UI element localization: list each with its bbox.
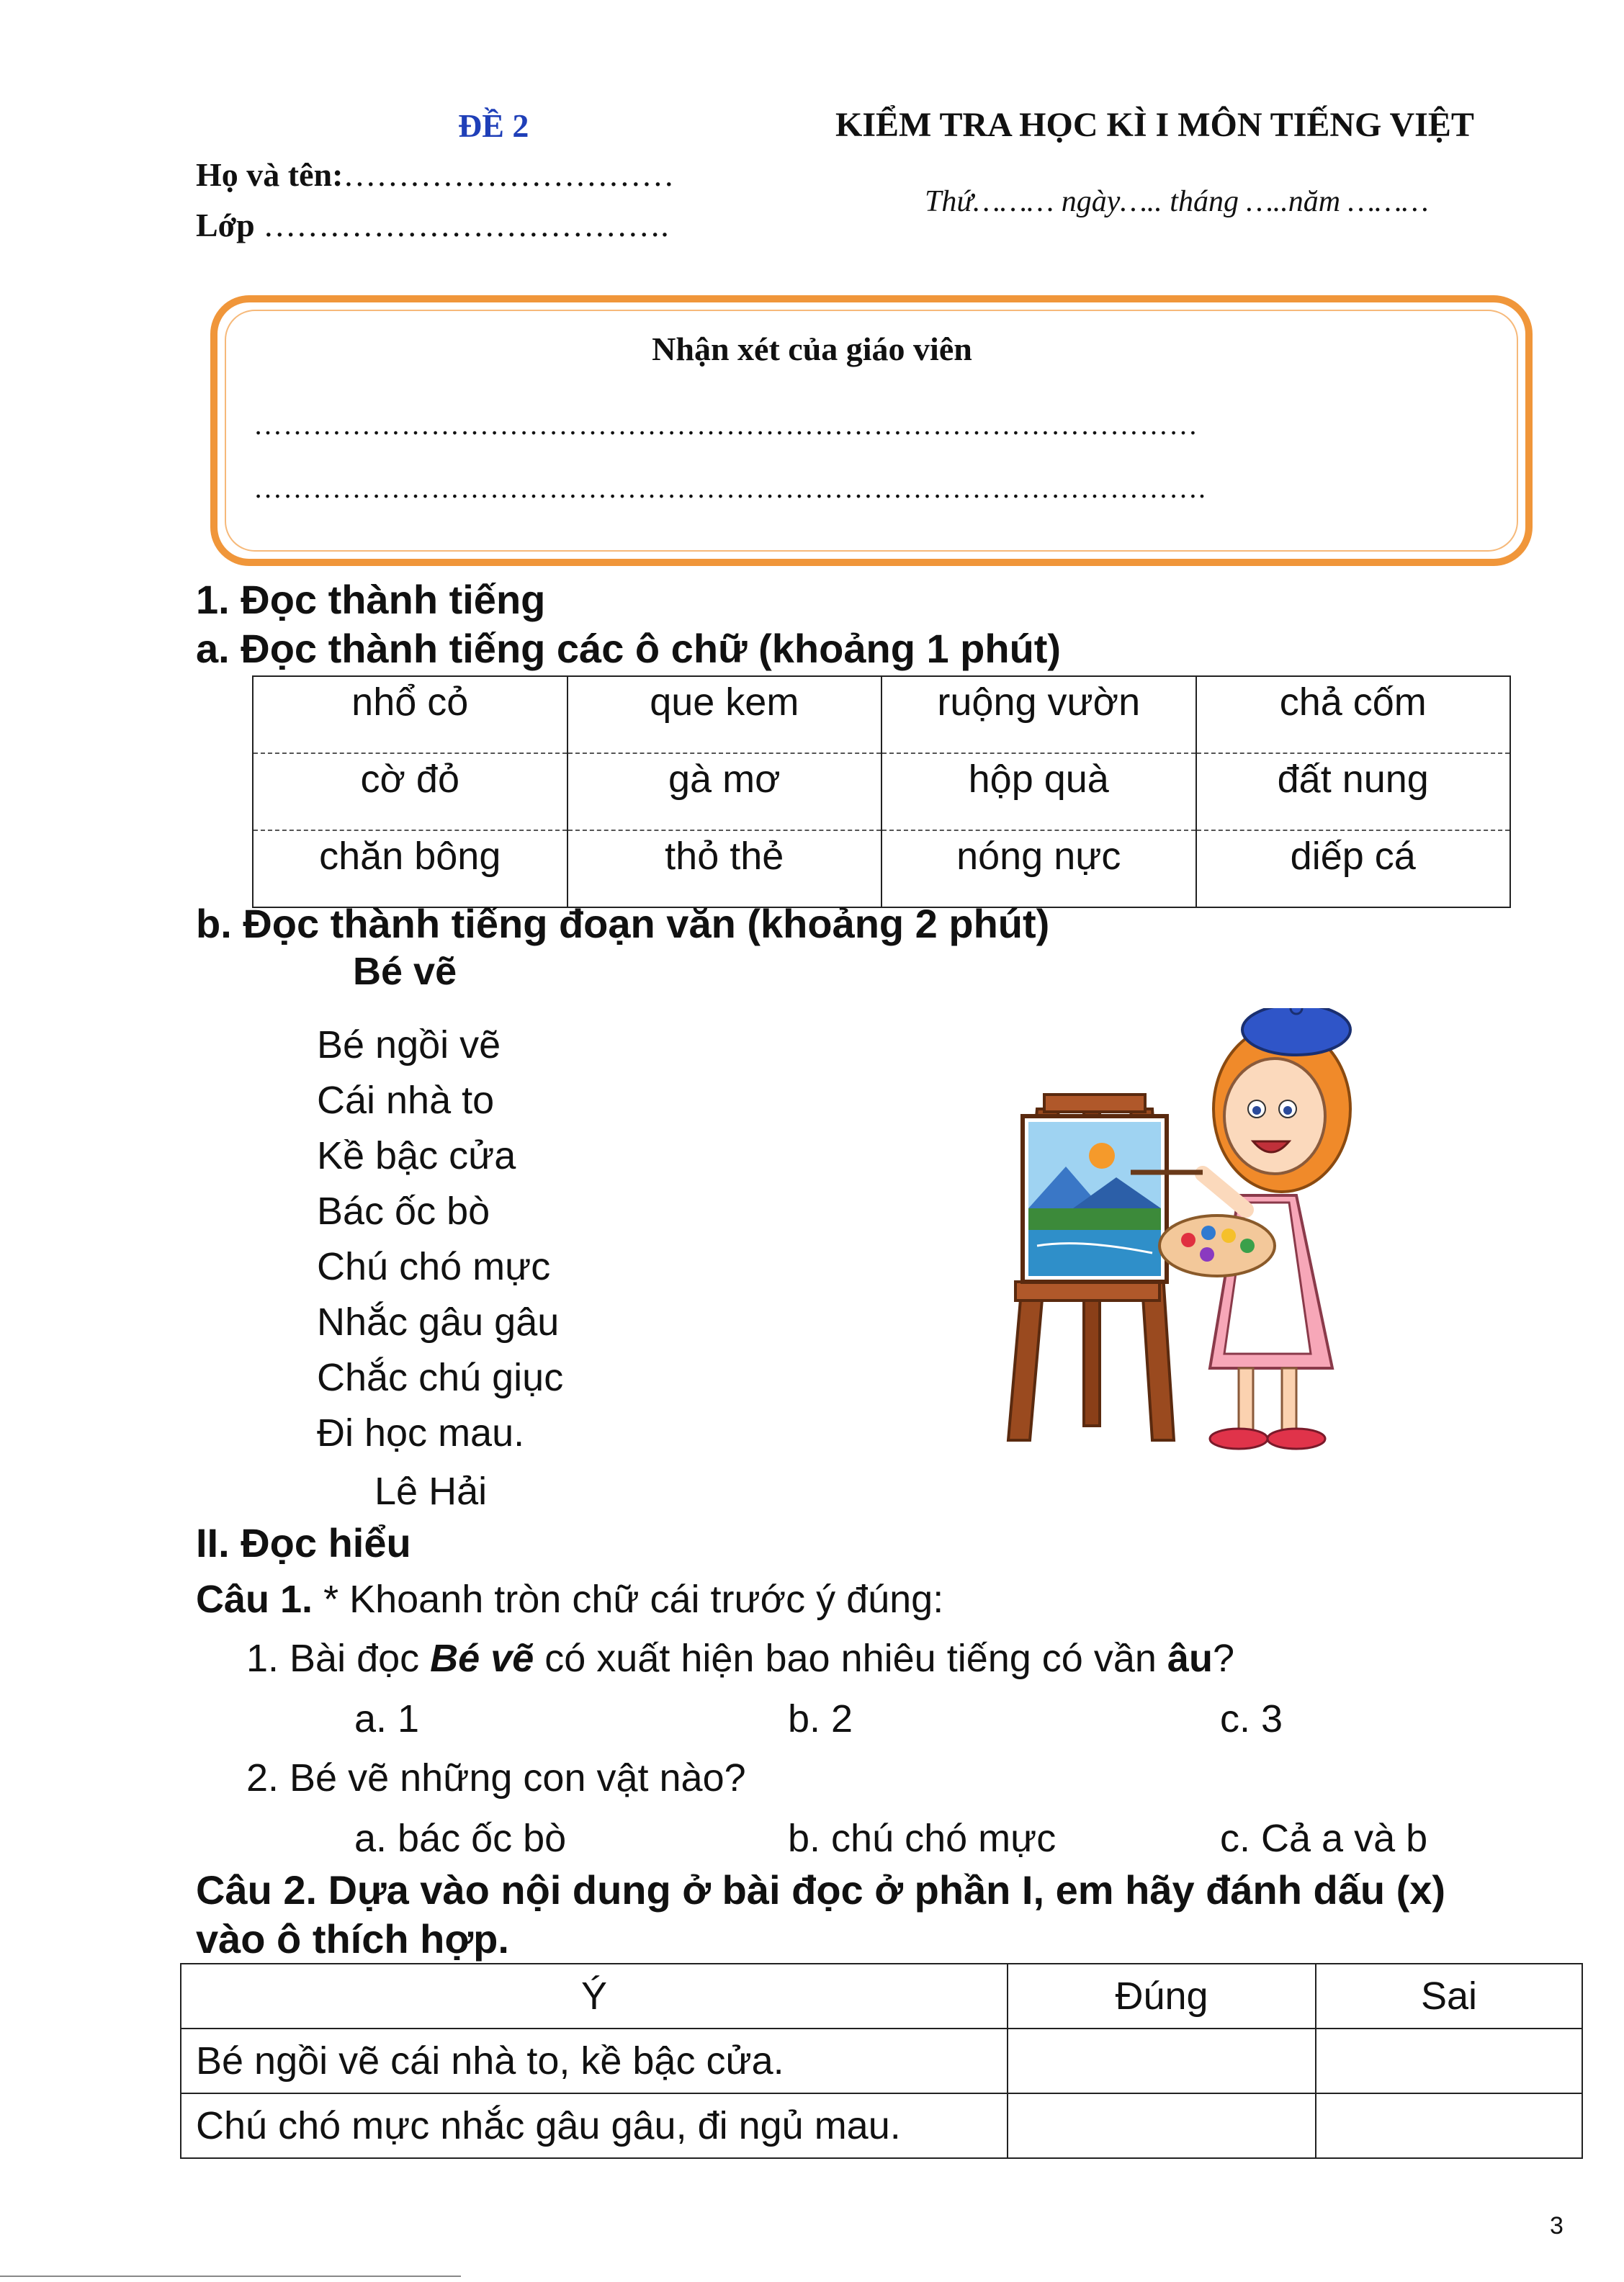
- comment-line-2[interactable]: …………………………………………………………………………………….: [254, 472, 1206, 504]
- class-line: [196, 206, 669, 244]
- word-cell: hộp quà: [881, 753, 1196, 830]
- poem-author: Lê Hải: [374, 1470, 488, 1513]
- poem-line: Cái nhà to: [317, 1079, 495, 1122]
- answer-option[interactable]: c. Cả a và b: [1220, 1817, 1428, 1860]
- answer-option[interactable]: a. 1: [354, 1697, 420, 1740]
- sub1-poem-title: Bé vẽ: [430, 1637, 534, 1680]
- class-field[interactable]: ……………………………….: [263, 207, 669, 243]
- poem-line: Chú chó mực: [317, 1245, 551, 1288]
- part-a-heading: a. Đọc thành tiếng các ô chữ (khoảng 1 phút): [196, 626, 1062, 671]
- table-row: [181, 2029, 1582, 2093]
- poem-line: Chắc chú giục: [317, 1356, 564, 1399]
- answer-option[interactable]: b. chú chó mực: [788, 1817, 1057, 1860]
- header-false: Sai: [1316, 1964, 1582, 2029]
- class-label: Lớp: [196, 207, 255, 243]
- answer-option[interactable]: b. 2: [788, 1697, 853, 1740]
- sub1-rhyme: âu: [1167, 1637, 1213, 1680]
- comment-title: Nhận xét của giáo viên: [652, 331, 972, 367]
- answer-option[interactable]: c. 3: [1220, 1697, 1283, 1740]
- table-row: [253, 753, 1510, 830]
- page-number: 3: [1550, 2212, 1564, 2240]
- word-cell: gà mơ: [567, 753, 882, 830]
- name-line: [196, 156, 674, 194]
- question-1-instruction: * Khoanh tròn chữ cái trước ý đúng:: [313, 1578, 944, 1621]
- part-b-heading: b. Đọc thành tiếng đoạn văn (khoảng 2 phút): [196, 901, 1050, 946]
- date-line[interactable]: Thứ……… ngày….. tháng …..năm ………: [925, 185, 1429, 218]
- statement-cell: Chú chó mực nhắc gâu gâu, đi ngủ mau.: [181, 2093, 1008, 2158]
- poem-title: Bé vẽ: [353, 950, 457, 993]
- exam-title: KIỂM TRA HỌC KÌ I MÔN TIẾNG VIỆT: [835, 106, 1474, 144]
- sub1-suffix: ?: [1212, 1637, 1234, 1680]
- answer-option[interactable]: a. bác ốc bò: [354, 1817, 567, 1860]
- statement-cell: Bé ngồi vẽ cái nhà to, kề bậc cửa.: [181, 2029, 1008, 2093]
- bottom-divider: [0, 2276, 461, 2277]
- word-cell: cờ đỏ: [253, 753, 567, 830]
- girl-painting-illustration: [994, 1008, 1383, 1469]
- section-1-heading: 1. Đọc thành tiếng: [196, 577, 546, 622]
- comment-line-1[interactable]: ……………………………………………………………………………………: [254, 408, 1198, 441]
- word-cell: thỏ thẻ: [567, 830, 882, 907]
- header-idea: Ý: [181, 1964, 1008, 2029]
- poem-line: Bé ngồi vẽ: [317, 1023, 501, 1066]
- poem-line: Nhắc gâu gâu: [317, 1301, 560, 1344]
- word-cell: que kem: [567, 676, 882, 753]
- easel-icon: [1008, 1095, 1174, 1440]
- word-cell: diếp cá: [1196, 830, 1511, 907]
- word-cell: nhổ cỏ: [253, 676, 567, 753]
- section-2-heading: II. Đọc hiểu: [196, 1520, 411, 1565]
- poem-line: Kề bậc cửa: [317, 1134, 516, 1177]
- name-label: Họ và tên:: [196, 156, 344, 193]
- question-1: [196, 1577, 943, 1622]
- name-field[interactable]: …………………………: [343, 156, 675, 193]
- question-1-sub-1: [246, 1636, 1234, 1681]
- question-1-label: Câu 1.: [196, 1578, 313, 1621]
- exam-code: ĐỀ 2: [458, 107, 529, 144]
- table-row: [181, 2093, 1582, 2158]
- poem-line: Bác ốc bò: [317, 1190, 490, 1233]
- word-cell: chăn bông: [253, 830, 567, 907]
- poem-line: Đi học mau.: [317, 1411, 525, 1455]
- false-checkbox-cell[interactable]: [1316, 2093, 1582, 2158]
- true-checkbox-cell[interactable]: [1008, 2029, 1316, 2093]
- sub1-middle: có xuất hiện bao nhiêu tiếng có vần: [534, 1637, 1167, 1680]
- words-table: [252, 675, 1511, 908]
- word-cell: chả cốm: [1196, 676, 1511, 753]
- question-2-line-2: vào ô thích hợp.: [196, 1916, 509, 1962]
- table-header-row: [181, 1964, 1582, 2029]
- table-row: [253, 676, 1510, 753]
- word-cell: ruộng vườn: [881, 676, 1196, 753]
- header-true: Đúng: [1008, 1964, 1316, 2029]
- word-cell: đất nung: [1196, 753, 1511, 830]
- sub1-prefix: 1. Bài đọc: [246, 1637, 431, 1680]
- question-2-line-1: Câu 2. Dựa vào nội dung ở bài đọc ở phần I, em hãy đánh dấu (x): [196, 1867, 1446, 1913]
- true-false-table: [180, 1963, 1583, 2159]
- table-row: [253, 830, 1510, 907]
- word-cell: nóng nực: [881, 830, 1196, 907]
- question-1-sub-2: 2. Bé vẽ những con vật nào?: [246, 1756, 746, 1800]
- false-checkbox-cell[interactable]: [1316, 2029, 1582, 2093]
- true-checkbox-cell[interactable]: [1008, 2093, 1316, 2158]
